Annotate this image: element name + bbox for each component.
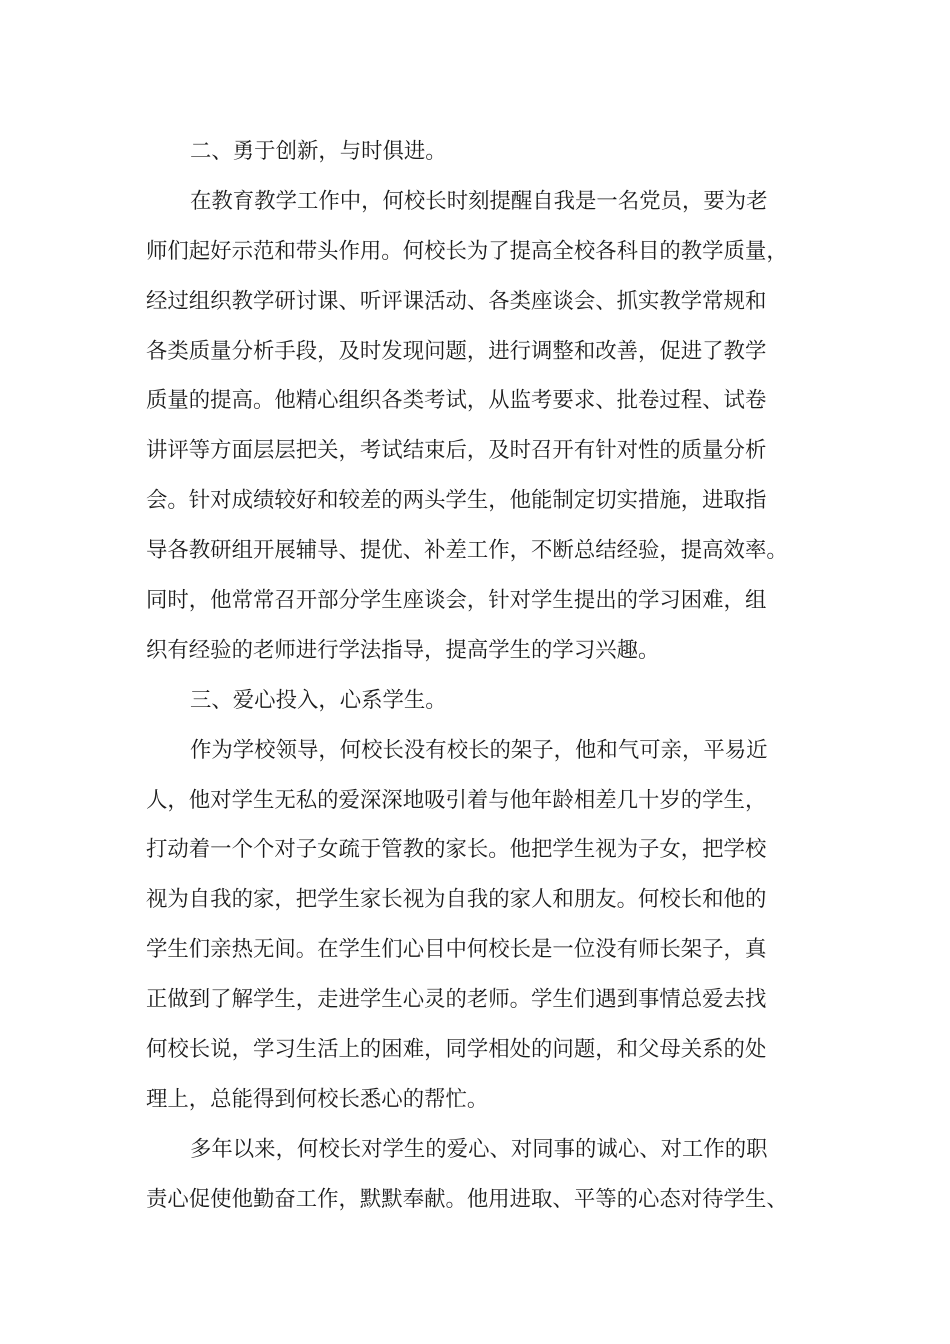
text-line: 会。针对成绩较好和较差的两头学生，他能制定切实措施，进取指 [146,488,767,514]
text-line: 人，他对学生无私的爱深深地吸引着与他年龄相差几十岁的学生， [146,787,767,813]
text-line: 学生们亲热无间。在学生们心目中何校长是一位没有师长架子，真 [146,937,767,963]
text-line: 织有经验的老师进行学法指导，提高学生的学习兴趣。 [146,637,660,663]
text-line: 经过组织教学研讨课、听评课活动、各类座谈会、抓实教学常规和 [146,288,767,314]
text-line: 理上，总能得到何校长悉心的帮忙。 [146,1086,489,1112]
text-line: 作为学校领导，何校长没有校长的架子，他和气可亲，平易近 [190,737,768,763]
text-line: 视为自我的家，把学生家长视为自我的家人和朋友。何校长和他的 [146,887,767,913]
text-line: 在教育教学工作中，何校长时刻提醒自我是一名党员，要为老 [190,188,768,214]
text-line: 师们起好示范和带头作用。何校长为了提高全校各科目的教学质量， [146,238,788,264]
text-line: 导各教研组开展辅导、提优、补差工作，不断总结经验，提高效率。 [146,538,788,564]
section-heading: 三、爱心投入，心系学生。 [190,687,447,713]
text-line: 各类质量分析手段，及时发现问题，进行调整和改善，促进了教学 [146,338,767,364]
text-line: 何校长说，学习生活上的困难，同学相处的问题，和父母关系的处 [146,1037,767,1063]
text-line: 多年以来，何校长对学生的爱心、对同事的诚心、对工作的职 [190,1136,768,1162]
section-heading: 二、勇于创新，与时俱进。 [190,139,447,164]
text-line: 责心促使他勤奋工作，默默奉献。他用进取、平等的心态对待学生、 [146,1186,788,1212]
text-line: 讲评等方面层层把关，考试结束后，及时召开有针对性的质量分析 [146,438,767,464]
document-body [146,127,822,1225]
text-line: 质量的提高。他精心组织各类考试，从监考要求、批卷过程、试卷 [146,388,767,414]
text-line: 同时，他常常召开部分学生座谈会，针对学生提出的学习困难，组 [146,588,767,614]
text-line: 打动着一个个对子女疏于管教的家长。他把学生视为子女，把学校 [146,837,767,863]
text-line: 正做到了解学生，走进学生心灵的老师。学生们遇到事情总爱去找 [146,987,767,1013]
